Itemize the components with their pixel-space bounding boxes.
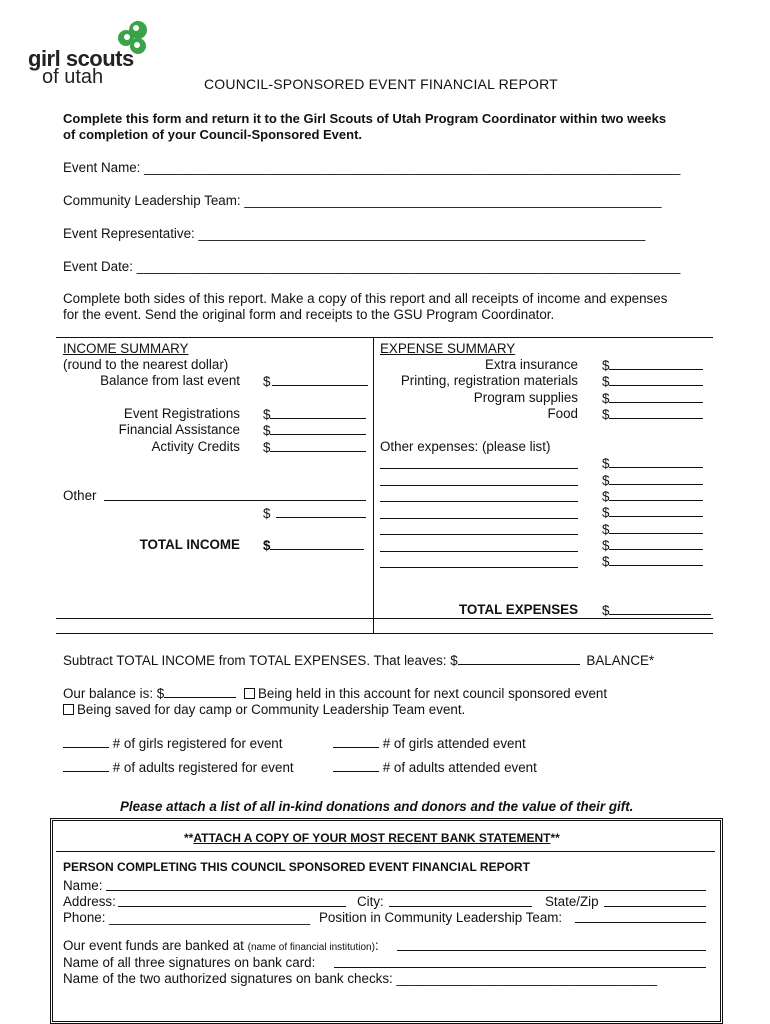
- intro-line-2: of completion of your Council-Sponsored Event.: [63, 127, 363, 142]
- income-heading: INCOME SUMMARY: [63, 341, 189, 356]
- statezip-label: State/Zip: [545, 894, 599, 909]
- person-heading: PERSON COMPLETING THIS COUNCIL SPONSORED EVENT FINANCIAL REPORT: [63, 860, 530, 874]
- other-expense-line-5[interactable]: [380, 534, 578, 535]
- supplies-input[interactable]: $: [602, 390, 703, 406]
- page-title: COUNCIL-SPONSORED EVENT FINANCIAL REPORT: [204, 76, 558, 92]
- girls-registered-row: [63, 735, 282, 751]
- held-checkbox[interactable]: [244, 688, 255, 699]
- logo-line1: girl scouts: [28, 46, 134, 71]
- subtract-text: Subtract TOTAL INCOME from TOTAL EXPENSES. That leaves: $: [63, 653, 458, 668]
- adults-registered-row: [63, 759, 294, 775]
- supplies-label: Program supplies: [473, 390, 578, 405]
- credits-label: Activity Credits: [151, 439, 240, 454]
- our-balance-input[interactable]: [164, 685, 236, 698]
- banked-hint: (name of financial institution): [247, 942, 375, 953]
- instructions-line-1: Complete both sides of this report. Make a copy of this report and all receipts of income and expenses: [63, 291, 668, 306]
- girls-attended-label: # of girls attended event: [382, 736, 526, 751]
- banked-label: Our event funds are banked at: [63, 938, 244, 953]
- other-expense-amount-7[interactable]: $: [602, 553, 703, 569]
- logo-line2: of utah: [42, 66, 104, 88]
- other-expense-amount-6[interactable]: $: [602, 537, 703, 553]
- attach-statement: **ATTACH A COPY OF YOUR MOST RECENT BANK STATEMENT**: [184, 831, 560, 845]
- our-balance-row: [63, 685, 607, 701]
- total-income-label: TOTAL INCOME: [139, 537, 240, 552]
- registrations-label: Event Registrations: [123, 406, 240, 421]
- assistance-label: Financial Assistance: [118, 422, 240, 437]
- other-expense-amount-3[interactable]: $: [602, 488, 703, 504]
- food-label: Food: [547, 406, 578, 421]
- name-input[interactable]: [106, 890, 706, 891]
- balance-label: BALANCE*: [586, 653, 655, 668]
- position-label: Position in Community Leadership Team:: [319, 910, 563, 925]
- authorized-field[interactable]: Name of the two authorized signatures on bank checks: ___________________________________: [63, 971, 658, 986]
- table-bottom-rule: [56, 633, 713, 634]
- subtract-instruction: [63, 652, 654, 668]
- position-input[interactable]: [575, 922, 706, 923]
- held-label: Being held in this account for next council sponsored event: [257, 686, 608, 701]
- balance-last-input[interactable]: $: [263, 373, 368, 389]
- event-name-field[interactable]: Event Name: ________________________________________________________________________: [63, 160, 681, 175]
- address-input[interactable]: [118, 906, 346, 907]
- other-expense-amount-2[interactable]: $: [602, 472, 703, 488]
- other-expenses-label: Other expenses: (please list): [380, 439, 551, 454]
- banked-row: Our event funds are banked at (name of financial institution):: [63, 938, 379, 953]
- adults-registered-input[interactable]: [63, 759, 109, 772]
- intro-line-1: Complete this form and return it to the Girl Scouts of Utah Program Coordinator within two weeks: [63, 111, 667, 126]
- registrations-input[interactable]: $: [263, 406, 366, 422]
- box-header-rule: [56, 851, 715, 852]
- statezip-input[interactable]: [604, 906, 706, 907]
- other-expense-line-6[interactable]: [380, 551, 578, 552]
- event-date-field[interactable]: Event Date: _________________________________________________________________________: [63, 259, 681, 274]
- table-top-rule: [56, 337, 713, 338]
- phone-field[interactable]: Phone: ___________________________: [63, 910, 311, 925]
- total-expenses-input[interactable]: $: [602, 602, 711, 618]
- insurance-input[interactable]: $: [602, 357, 703, 373]
- printing-input[interactable]: $: [602, 373, 703, 389]
- other-expense-amount-5[interactable]: $: [602, 521, 703, 537]
- balance-input[interactable]: [458, 652, 580, 665]
- instructions-line-2: for the event. Send the original form and receipts to the GSU Program Coordinator.: [63, 307, 555, 322]
- banked-input[interactable]: [397, 950, 706, 951]
- city-label: City:: [357, 894, 384, 909]
- other-expense-line-7[interactable]: [380, 567, 578, 568]
- saved-row: [63, 702, 465, 717]
- girls-registered-label: # of girls registered for event: [112, 736, 283, 751]
- adults-registered-label: # of adults registered for event: [112, 760, 294, 775]
- name-label: Name:: [63, 878, 103, 893]
- food-input[interactable]: $: [602, 406, 703, 422]
- other-income-input[interactable]: $: [263, 505, 366, 521]
- address-label: Address:: [63, 894, 116, 909]
- saved-checkbox[interactable]: [63, 704, 74, 715]
- logo: [28, 18, 158, 88]
- total-expenses-label: TOTAL EXPENSES: [458, 602, 578, 617]
- other-expense-line-4[interactable]: [380, 518, 578, 519]
- adults-attended-label: # of adults attended event: [382, 760, 537, 775]
- other-expense-line-3[interactable]: [380, 501, 578, 502]
- other-expense-line-1[interactable]: [380, 468, 578, 469]
- balance-last-label: Balance from last event: [100, 373, 240, 388]
- other-income-label: Other: [63, 488, 97, 503]
- adults-attended-input[interactable]: [333, 759, 379, 772]
- table-divider: [373, 337, 374, 634]
- other-income-line[interactable]: [104, 500, 366, 501]
- other-expense-amount-1[interactable]: $: [602, 455, 703, 471]
- girls-registered-input[interactable]: [63, 735, 109, 748]
- girls-attended-input[interactable]: [333, 735, 379, 748]
- city-input[interactable]: [389, 906, 532, 907]
- income-note: (round to the nearest dollar): [63, 357, 229, 372]
- expense-heading: EXPENSE SUMMARY: [380, 341, 516, 356]
- event-rep-field[interactable]: Event Representative: ____________________________________________________________: [63, 226, 646, 241]
- total-income-input[interactable]: $: [263, 537, 364, 553]
- other-expense-line-2[interactable]: [380, 485, 578, 486]
- credits-input[interactable]: $: [263, 439, 366, 455]
- other-expense-amount-4[interactable]: $: [602, 504, 703, 520]
- clt-field[interactable]: Community Leadership Team: ________________________________________________________: [63, 193, 662, 208]
- saved-label: Being saved for day camp or Community Leadership Team event.: [77, 702, 466, 717]
- inkind-note: Please attach a list of all in-kind donations and donors and the value of their gift.: [120, 799, 634, 814]
- signatures-label: Name of all three signatures on bank card:: [63, 955, 316, 970]
- signatures-input[interactable]: [334, 967, 706, 968]
- girls-attended-row: [333, 735, 526, 751]
- assistance-input[interactable]: $: [263, 422, 366, 438]
- our-balance-label: Our balance is: $: [63, 686, 165, 701]
- table-mid-rule: [56, 618, 713, 619]
- adults-attended-row: [333, 759, 537, 775]
- insurance-label: Extra insurance: [484, 357, 578, 372]
- printing-label: Printing, registration materials: [400, 373, 578, 388]
